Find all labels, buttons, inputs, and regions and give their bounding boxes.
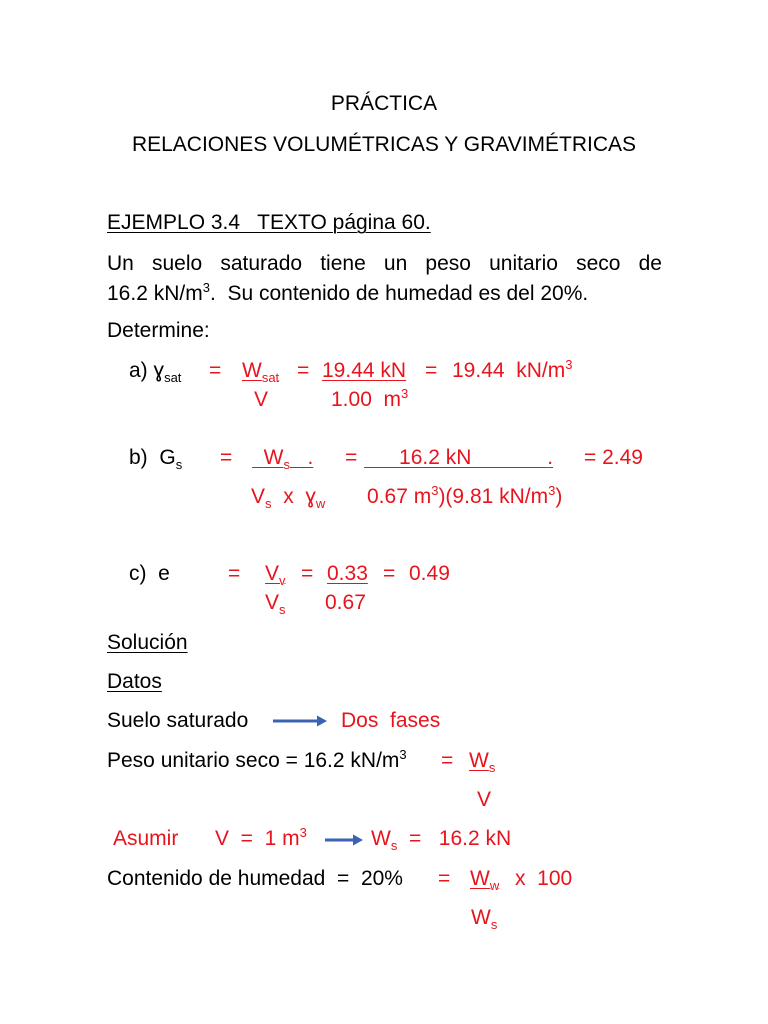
part-c-equals-2: = (301, 562, 314, 585)
part-a-equals-3: = (425, 359, 438, 382)
determine-label: Determine: (107, 319, 210, 342)
saturated-soil-label: Suelo saturado (107, 709, 249, 732)
assume-dry-weight: $W_s = 16.2$ kN (371, 827, 512, 853)
part-a-equals-2: = (297, 359, 310, 382)
part-b-label: b) $G_s$ (129, 446, 183, 472)
part-b-denominator-symbol: $V_s$ x ɣ$_w$ (251, 485, 326, 511)
problem-line-1: Un suelo saturado tiene un peso unitario seco de (107, 252, 662, 275)
dry-unit-weight-line: Peso unitario seco = 16.2 $kN/m^3$ (107, 747, 407, 772)
part-a-equals: = (209, 359, 222, 382)
part-b-equals-2: = (345, 446, 358, 469)
part-c-numerator-value: 0.33 (327, 562, 368, 585)
part-c-equals: = (228, 562, 241, 585)
moisture-content-line: Contenido de humedad = 20% (107, 867, 403, 890)
part-b-denominator-value: 0.67 $m^3)(9.81$ $kN/m^3$) (367, 483, 563, 508)
part-b-result: = 2.49 (584, 446, 643, 469)
part-b-numerator-value: 16.2 kN . (399, 446, 554, 469)
arrow-right-icon (272, 714, 328, 728)
solution-heading: Solución (107, 631, 188, 654)
arrow-right-icon (324, 833, 364, 847)
dry-unit-weight-numerator: $W_s$ (469, 749, 496, 775)
two-phases-label: Dos fases (341, 709, 441, 732)
page-title: PRÁCTICA (330, 92, 438, 115)
part-a-denominator-value: 1.00 $m^3$ (331, 386, 409, 411)
datos-heading: Datos (107, 670, 162, 693)
dry-unit-weight-denominator: V (477, 788, 492, 811)
assume-label: Asumir (113, 827, 179, 850)
part-c-denominator-value: 0.67 (325, 591, 366, 614)
part-c-result: 0.49 (409, 562, 450, 585)
part-a-numerator-symbol: $W_{sat}$ (242, 359, 280, 385)
moisture-times-100: x 100 (515, 867, 573, 890)
page-subtitle: RELACIONES VOLUMÉTRICAS Y GRAVIMÉTRICAS (131, 133, 637, 156)
part-a-denominator-symbol: V (254, 388, 269, 411)
part-c-denominator-symbol: $V_s$ (265, 591, 286, 617)
part-c-numerator-symbol: $V_v$ (265, 562, 286, 588)
part-c-equals-3: = (383, 562, 396, 585)
problem-line-2: 16.2 $kN/m^3$. Su contenido de humedad es del 20%. (107, 280, 589, 305)
dry-unit-weight-equals: = (441, 749, 454, 772)
example-heading: EJEMPLO 3.4 TEXTO página 60. (107, 211, 431, 234)
part-b-numerator-symbol: $W_s$ . (263, 446, 314, 472)
assume-volume: V = 1 $m^3$ (215, 825, 307, 850)
moisture-equals: = (438, 867, 451, 890)
part-c-label: c) e (129, 562, 170, 585)
part-a-result: 19.44 $kN/m^3$ (452, 357, 573, 382)
moisture-numerator: $W_w$ (470, 867, 500, 893)
part-b-equals: = (220, 446, 233, 469)
part-a-numerator-value: 19.44 kN (322, 359, 407, 382)
moisture-denominator: $W_s$ (471, 906, 498, 932)
part-a-label: a) ɣ$_{sat}$ (129, 359, 182, 385)
